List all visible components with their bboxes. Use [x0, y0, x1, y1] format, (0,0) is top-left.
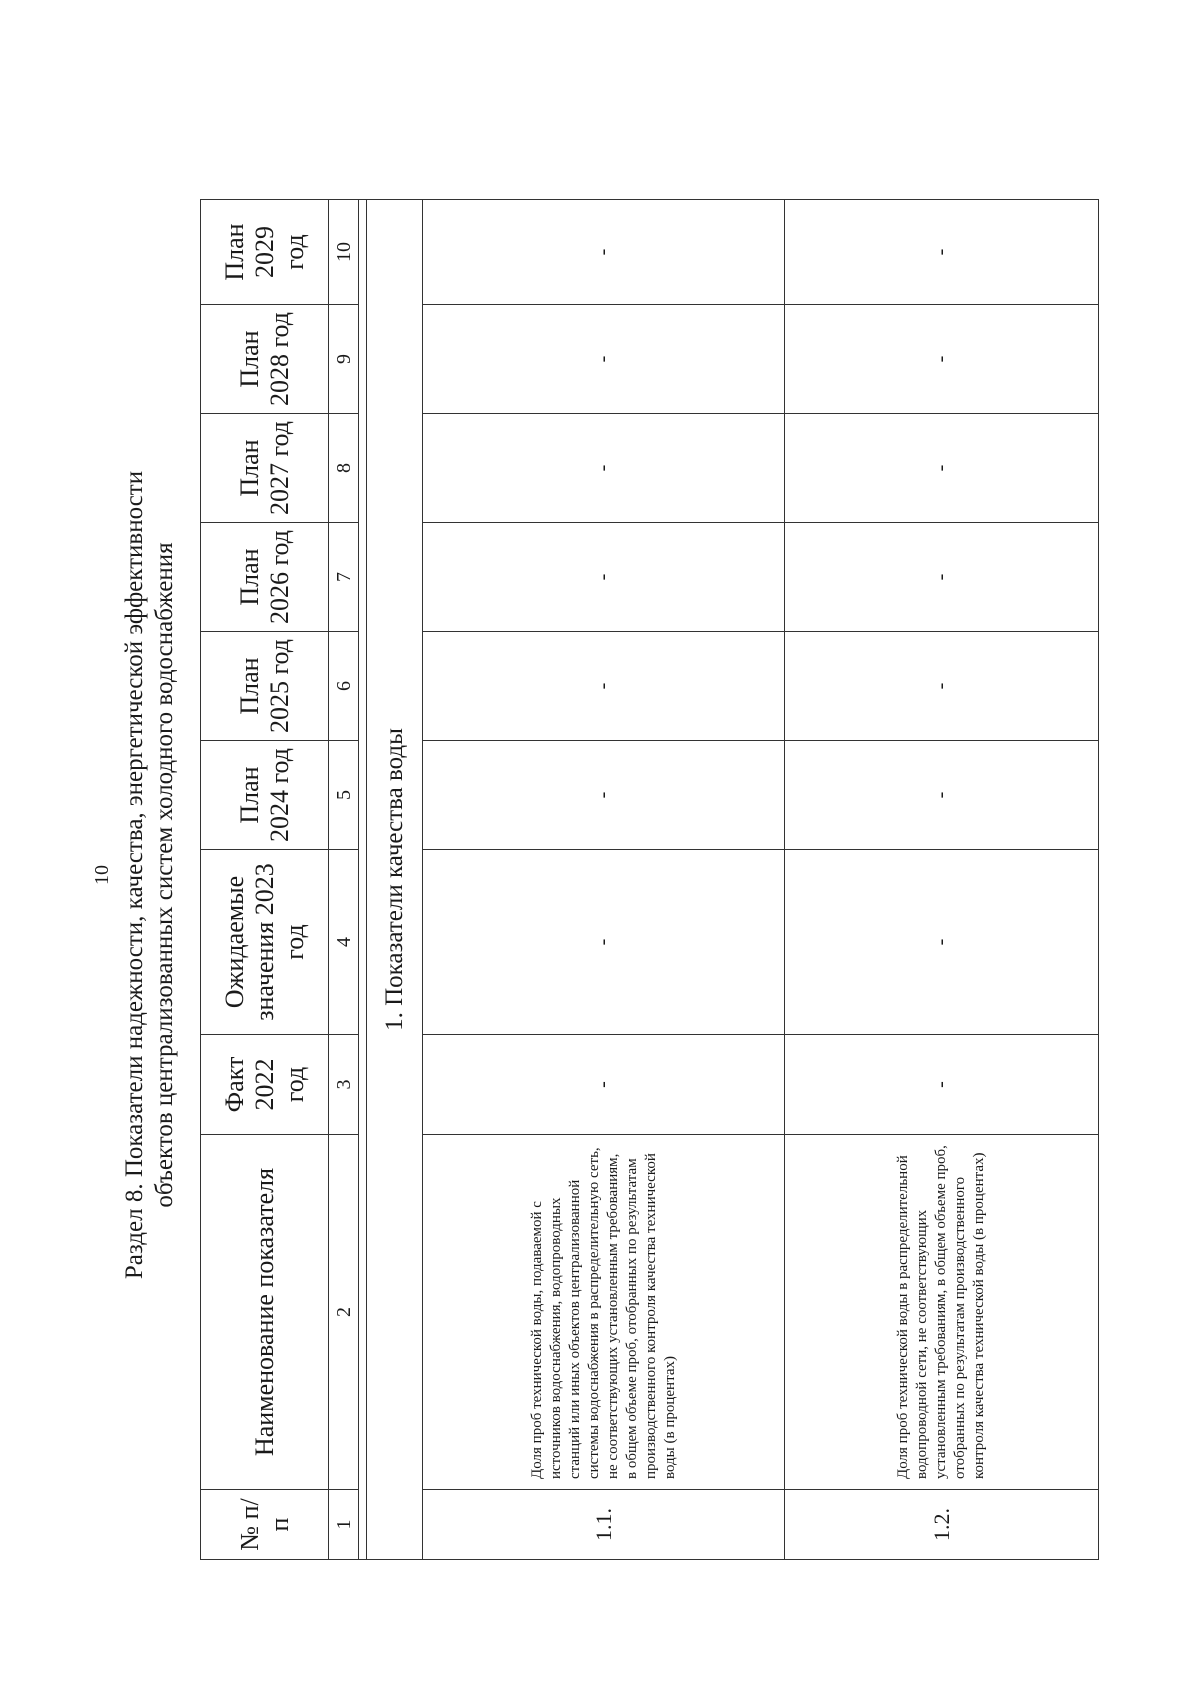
- row-value: -: [785, 741, 1099, 850]
- title-line-2: объектов централизованных систем холодного водоснабжения: [151, 542, 178, 1208]
- header-plan-2027: План 2027 год: [201, 414, 329, 523]
- row-value: -: [785, 850, 1099, 1035]
- row-number: 1.2.: [785, 1490, 1099, 1560]
- column-number: 8: [329, 414, 359, 523]
- column-number: 6: [329, 632, 359, 741]
- row-value: -: [785, 414, 1099, 523]
- row-value: -: [423, 632, 785, 741]
- column-number: 3: [329, 1035, 359, 1135]
- title-line-1: Раздел 8. Показатели надежности, качества, энергетической эффективности: [121, 470, 148, 1280]
- section-title: 1. Показатели качества воды: [367, 200, 423, 1560]
- spacer-cell: [359, 200, 367, 1560]
- row-value: -: [423, 1035, 785, 1135]
- row-name: Доля проб технической воды, подаваемой с источников водоснабжения, водопроводных станций или иных объектов централизованной системы водоснабжения в распределительную сеть, не соответствующих установленным требованиям, в общем объеме проб, отобранных по результатам производственного контроля качества технической воды (в процентах): [423, 1135, 785, 1490]
- row-value: -: [785, 523, 1099, 632]
- row-value: -: [423, 414, 785, 523]
- column-numbers-row: [329, 200, 359, 1560]
- column-number: 2: [329, 1135, 359, 1490]
- column-number: 5: [329, 741, 359, 850]
- row-value: -: [785, 632, 1099, 741]
- header-row: [201, 200, 329, 1560]
- header-fact-2022: Факт 2022 год: [201, 1035, 329, 1135]
- row-value: -: [785, 1035, 1099, 1135]
- rotated-page: [90, 150, 1130, 1600]
- column-number: 4: [329, 850, 359, 1035]
- row-value: -: [785, 305, 1099, 414]
- page-title: [120, 150, 180, 1600]
- table-row: [785, 200, 1099, 1560]
- column-number: 7: [329, 523, 359, 632]
- header-number: № п/п: [201, 1490, 329, 1560]
- row-value: -: [423, 523, 785, 632]
- header-name: Наименование показателя: [201, 1135, 329, 1490]
- row-value: -: [423, 741, 785, 850]
- column-number: 1: [329, 1490, 359, 1560]
- header-plan-2024: План 2024 год: [201, 741, 329, 850]
- row-value: -: [423, 200, 785, 305]
- header-plan-2028: План 2028 год: [201, 305, 329, 414]
- indicators-table: [200, 199, 1099, 1560]
- header-plan-2026: План 2026 год: [201, 523, 329, 632]
- row-value: -: [423, 850, 785, 1035]
- row-value: -: [785, 200, 1099, 305]
- row-value: -: [423, 305, 785, 414]
- header-plan-2025: План 2025 год: [201, 632, 329, 741]
- row-number: 1.1.: [423, 1490, 785, 1560]
- column-number: 10: [329, 200, 359, 305]
- header-expected-2023: Ожидаемые значения 2023 год: [201, 850, 329, 1035]
- row-name: Доля проб технической воды в распределительной водопроводной сети, не соответствующих установленным требованиям, в общем объеме проб, отобранных по результатам производственного контроля качества технической воды (в процентах): [785, 1135, 1099, 1490]
- section-row: [367, 200, 423, 1560]
- table-row: [423, 200, 785, 1560]
- spacer-row: [359, 200, 367, 1560]
- header-plan-2029: План 2029 год: [201, 200, 329, 305]
- column-number: 9: [329, 305, 359, 414]
- page-number: 10: [91, 865, 113, 885]
